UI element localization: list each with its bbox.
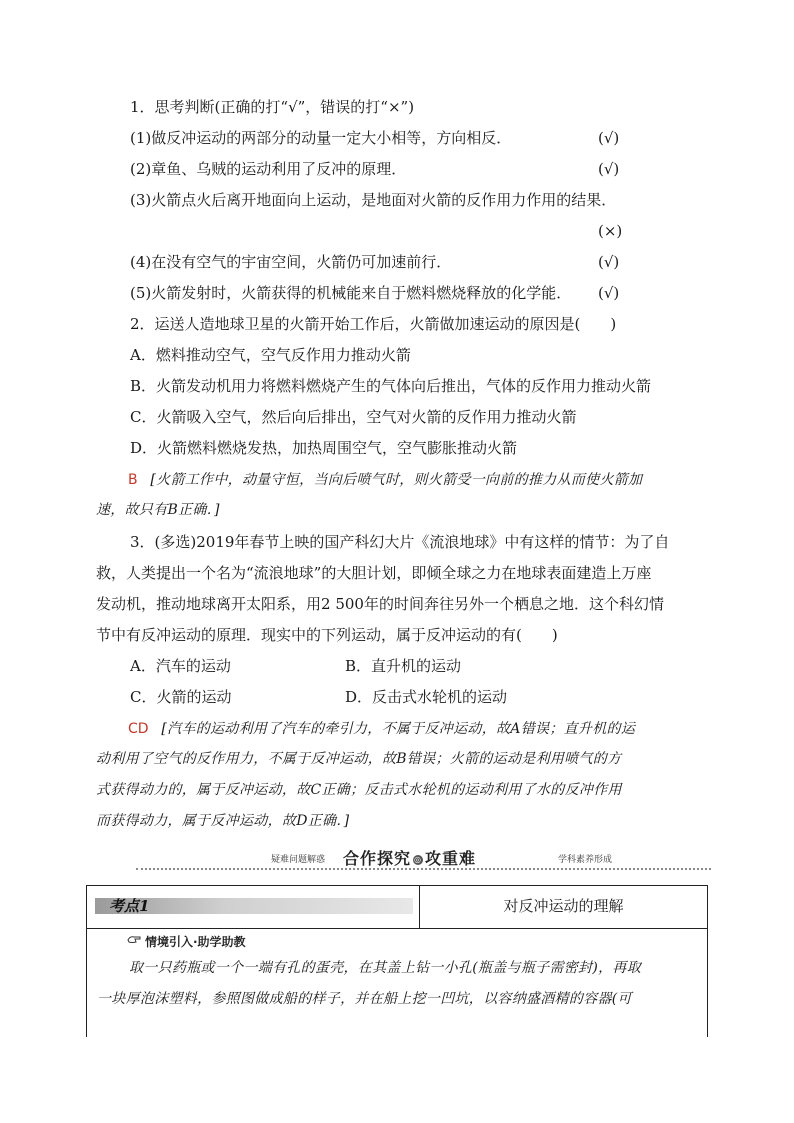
q3-stem-4: 节中有反冲运动的原理．现实中的下列运动，属于反冲运动的有( ): [96, 626, 558, 644]
q3-stem-3: 发动机，推动地球离开太阳系，用2 500年的时间奔往另外一个栖息之地．这个科幻情: [96, 595, 664, 613]
banner-right-text: 学科素养形成: [558, 855, 613, 865]
topic-title: 对反冲运动的理解: [503, 897, 624, 915]
q3-option-a: A．汽车的运动: [130, 657, 231, 675]
intro-line-2: 一块厚泡沫塑料，参照图做成船的样子，并在船上挖一凹坑，以容纳盛酒精的容器(可: [97, 991, 632, 1007]
q1-item-4: (4)在没有空气的宇宙空间，火箭仍可加速前行．: [130, 253, 452, 271]
q3-answer-line-1: [128, 717, 635, 740]
intro-section: [86, 927, 708, 1037]
q1-title: 1．思考判断(正确的打“√”，错误的打“×”): [130, 98, 415, 116]
q3-answer: CD: [128, 721, 149, 737]
q2-option-c: C．火箭吸入空气，然后向后排出，空气对火箭的反作用力推动火箭: [130, 408, 577, 426]
q3-option-d: D．反击式水轮机的运动: [345, 688, 508, 706]
banner-main-2: 攻重难: [425, 849, 477, 868]
banner-main-1: 合作探究: [343, 849, 412, 868]
topic-header: [86, 885, 708, 929]
banner-circle-icon: ◎: [414, 854, 422, 864]
q3-stem-1: 3．(多选)2019年春节上映的国产科幻大片《流浪地球》中有这样的情节：为了自: [130, 533, 670, 551]
q3-option-c: C．火箭的运动: [130, 688, 232, 706]
q1-item-5-mark: (√): [598, 284, 620, 302]
q1-item-2-mark: (√): [598, 160, 620, 178]
q1-item-4-mark: (√): [598, 253, 620, 271]
q1-item-3: (3)火箭点火后离开地面向上运动，是地面对火箭的反作用力作用的结果．: [130, 191, 617, 209]
q1-item-1-mark: (√): [598, 129, 620, 147]
q2-option-a: A．燃料推动空气，空气反作用力推动火箭: [130, 346, 411, 364]
q3-explain-1: [汽车的运动利用了汽车的牵引力，不属于反冲运动，故A错误；直升机的运: [161, 721, 636, 737]
q3-option-b: B．直升机的运动: [345, 657, 462, 675]
q3-explain-2: 动利用了空气的反作用力，不属于反冲运动，故B错误；火箭的运动是利用喷气的方: [96, 751, 622, 767]
q2-explain-2: 速，故只有B正确．]: [96, 502, 220, 518]
q1-item-5: (5)火箭发射时，火箭获得的机械能来自于燃料燃烧释放的化学能．: [130, 284, 572, 302]
intro-line-1: 取一只药瓶或一个一端有孔的蛋壳，在其盖上钻一小孔(瓶盖与瓶子需密封)，再取: [129, 960, 642, 976]
topic-tag-bar: [95, 898, 413, 914]
q1-item-3-mark: (×): [598, 222, 623, 240]
q2-option-b: B．火箭发动机用力将燃料燃烧产生的气体向后推出，气体的反作用力推动火箭: [130, 377, 652, 395]
intro-heading: 情境引入·助学助教: [145, 935, 246, 949]
q3-explain-3: 式获得动力的，属于反冲运动，故C正确；反击式水轮机的运动利用了水的反冲作用: [96, 782, 622, 798]
banner-left-text: 疑难问题解惑: [271, 855, 326, 865]
q1-item-1: (1)做反冲运动的两部分的动量一定大小相等，方向相反．: [130, 129, 512, 147]
q2-stem: 2．运送人造地球卫星的火箭开始工作后，火箭做加速运动的原因是( ): [130, 315, 617, 333]
q2-answer: B: [128, 472, 138, 488]
q2-explain-1: [火箭工作中，动量守恒，当向后喷气时，则火箭受一向前的推力从而使火箭加: [150, 472, 643, 488]
q2-answer-line-1: [128, 468, 642, 491]
banner-divider: [136, 868, 711, 873]
topic-tag-label: 考点1: [109, 897, 150, 915]
section-banner: [136, 846, 711, 870]
banner-main-title: [343, 846, 476, 869]
q3-explain-4: 而获得动力，属于反冲运动，故D正确．]: [96, 813, 350, 829]
hand-pointer-icon: [127, 934, 141, 944]
q2-option-d: D．火箭燃料燃烧发热，加热周围空气，空气膨胀推动火箭: [130, 439, 518, 457]
q1-item-2: (2)章鱼、乌贼的运动利用了反冲的原理．: [130, 160, 407, 178]
q3-stem-2: 救，人类提出一个名为“流浪地球”的大胆计划，即倾全球之力在地球表面建造上万座: [96, 564, 652, 582]
